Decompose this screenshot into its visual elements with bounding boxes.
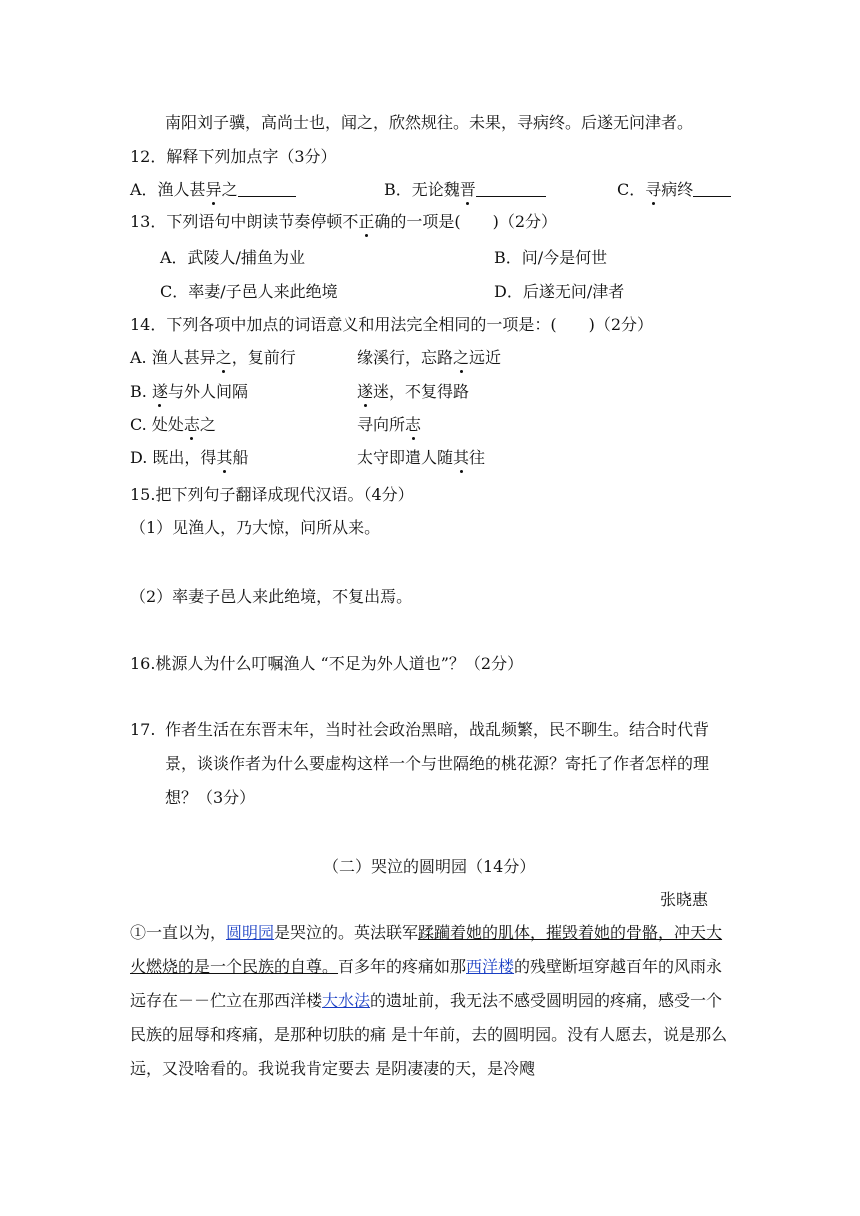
dotted-char: 其 xyxy=(453,448,470,467)
dotted-char: 之 xyxy=(453,348,470,367)
dotted-char: 志 xyxy=(183,415,200,434)
q13-option-d: D．后遂无问/津者 xyxy=(494,282,625,301)
q15-stem: 15.把下列句子翻译成现代汉语。（4分） xyxy=(130,485,414,504)
q14-option-a-left: A. 渔人甚异之，复前行 xyxy=(130,348,296,367)
link-dashuifa[interactable]: 大水法 xyxy=(322,991,371,1010)
dotted-char: 之 xyxy=(215,348,232,367)
q12-option-c: C．寻病终 xyxy=(617,180,731,200)
q17-text: 作者生活在东晋末年，当时社会政治黑暗，战乱频繁，民不聊生。结合时代背景，谈谈作者为什么要虚构这样一个与世隔绝的桃花源？寄托了作者怎样的理想？（3分） xyxy=(165,720,710,807)
q14-stem: 14．下列各项中加点的词语意义和用法完全相同的一项是：( )（2分） xyxy=(130,315,654,334)
q13-option-c: C．率妻/子邑人来此绝境 xyxy=(160,282,338,301)
q13-option-a: A．武陵人/捕鱼为业 xyxy=(160,248,305,267)
q13-stem: 13．下列语句中朗读节奏停顿不正确的一项是( )（2分） xyxy=(130,212,558,231)
q12-option-a: A．渔人甚异之 xyxy=(130,180,296,200)
dotted-char: 志 xyxy=(405,415,422,434)
link-xiyanglou[interactable]: 西洋楼 xyxy=(466,957,515,976)
q15-sentence-1: （1）见渔人，乃大惊，问所从来。 xyxy=(130,518,381,537)
answer-blank[interactable] xyxy=(238,180,296,197)
q12-stem: 12．解释下列加点字（3分） xyxy=(130,147,337,166)
q16-stem: 16.桃源人为什么叮嘱渔人 “不足为外人道也”？（2分） xyxy=(130,654,524,673)
link-yuanmingyuan[interactable]: 圆明园 xyxy=(226,923,275,942)
dotted-char: 遂 xyxy=(151,382,168,401)
dotted-char: 晋 xyxy=(459,180,476,199)
q14-option-a-right: 缘溪行，忘路之远近 xyxy=(357,348,502,367)
q14-option-d-left: D. 既出，得其船 xyxy=(130,448,249,467)
q12-option-b: B．无论魏晋 xyxy=(384,180,546,200)
q14-option-b-left: B. 遂与外人间隔 xyxy=(130,382,248,401)
section-title: （二）哭泣的圆明园（14分） xyxy=(323,857,536,876)
q17-number: 17. xyxy=(130,720,156,739)
dotted-char: 异 xyxy=(205,180,222,199)
dotted-char: 不正确 xyxy=(342,212,391,231)
passage-end-line: 南阳刘子骥，高尚士也，闻之，欣然规往。未果，寻病终。后遂无问津者。 xyxy=(165,113,694,132)
q14-option-d-right: 太守即遣人随其往 xyxy=(357,448,486,467)
q15-sentence-2: （2）率妻子邑人来此绝境，不复出焉。 xyxy=(130,587,413,606)
q13-option-b: B．问/今是何世 xyxy=(494,248,608,267)
underlined-sentence: 蹂躏着她的肌体，摧毁着她的骨骼，冲天大火燃烧的是一个民族的自尊。 xyxy=(130,923,723,976)
section-author: 张晓惠 xyxy=(660,890,709,909)
answer-blank[interactable] xyxy=(476,180,546,197)
answer-blank[interactable] xyxy=(693,180,731,197)
q14-option-c-right: 寻向所志 xyxy=(357,415,422,434)
q14-option-c-left: C. 处处志之 xyxy=(130,415,216,434)
section-paragraph-1: ①一直以为，圆明园是哭泣的。英法联军蹂躏着她的肌体，摧毁着她的骨骼，冲天大火燃烧的是一个民族的自尊。百多年的疼痛如那西洋楼的残壁断垣穿越百年的风雨永远存在－－伫立在那西洋楼大水法的遗址前，我无法不感受圆明园的疼痛，感受一个民族的屈辱和疼痛，是那种切肤的痛 是十年前，去的圆明园。没有人愿去，说是那么远，又没啥看的。我说我肯定要去 是阴凄凄的天，是冷飕 xyxy=(130,923,728,1078)
dotted-char: 其 xyxy=(216,448,233,467)
q14-option-b-right: 遂迷，不复得路 xyxy=(357,382,470,401)
dotted-char: 遂 xyxy=(357,382,374,401)
dotted-char: 寻 xyxy=(645,180,662,199)
